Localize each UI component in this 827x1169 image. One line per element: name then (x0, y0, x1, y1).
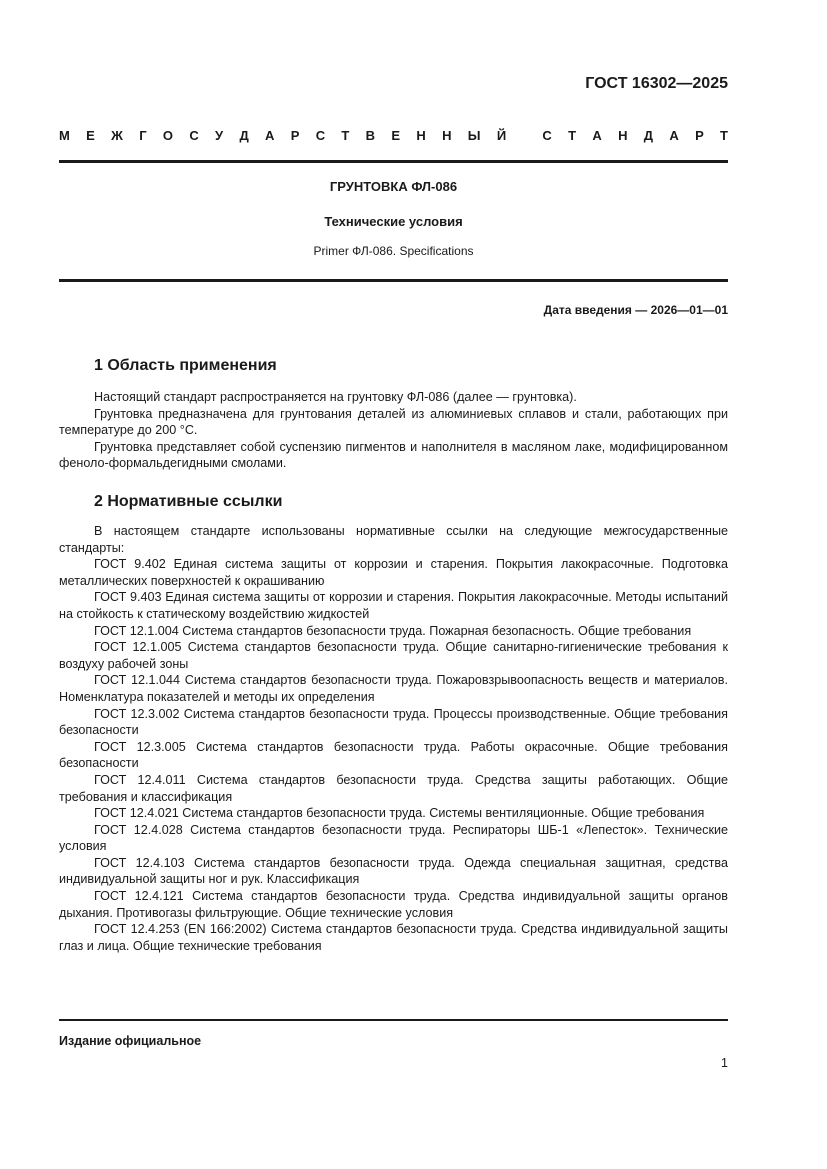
paragraph: В настоящем стандарте использованы нормативные ссылки на следующие межгосударственные стандарты: (59, 524, 728, 555)
document-english-title: Primer ФЛ-086. Specifications (313, 244, 474, 258)
reference-item: ГОСТ 12.1.005 Система стандартов безопасности труда. Общие санитарно-гигиенические требования к воздуху рабочей зоны (59, 640, 728, 671)
title-rule (59, 279, 728, 282)
section-2-heading: 2 Нормативные ссылки (94, 493, 283, 510)
kind-letter: Д (239, 128, 249, 143)
reference-item: ГОСТ 12.4.021 Система стандартов безопасности труда. Системы вентиляционные. Общие требования (94, 806, 705, 821)
kind-letter: Е (86, 128, 95, 143)
kind-letter: В (365, 128, 376, 143)
page-number: 1 (721, 1056, 728, 1070)
kind-letter: Н (416, 128, 426, 143)
letter-gap (522, 128, 526, 143)
reference-item: ГОСТ 12.4.121 Система стандартов безопасности труда. Средства индивидуальной защиты органов дыхания. Противогазы фильтрующие. Общие технические условия (59, 889, 728, 920)
reference-item: ГОСТ 12.1.004 Система стандартов безопасности труда. Пожарная безопасность. Общие требования (94, 623, 692, 638)
kind-letter: Н (442, 128, 452, 143)
kind-letter: Н (618, 128, 628, 143)
kind-letter: С (542, 128, 552, 143)
kind-letter: Д (643, 128, 654, 143)
kind-letter: Т (720, 128, 728, 143)
kind-letter: Г (139, 128, 147, 143)
document-number: ГОСТ 16302—2025 (585, 75, 728, 92)
reference-item: ГОСТ 12.3.002 Система стандартов безопасности труда. Процессы производственные. Общие требования безопасности (59, 706, 728, 738)
section-1-body (59, 389, 728, 472)
footer-rule (59, 1019, 728, 1021)
kind-letter: О (162, 128, 174, 143)
reference-item: ГОСТ 12.4.253 (EN 166:2002) Система стандартов безопасности труда. Средства индивидуальной защиты глаз и лица. Общие технические требования (59, 922, 728, 953)
kind-letter: М (59, 128, 70, 143)
kind-letter: Т (341, 128, 350, 143)
kind-letter: Т (568, 128, 577, 143)
reference-item: ГОСТ 9.402 Единая система защиты от коррозии и старения. Покрытия лакокрасочные. Подготовка металлических поверхностей к окрашиванию (59, 557, 728, 588)
kind-letter: Р (695, 128, 704, 143)
paragraph: Настоящий стандарт распространяется на грунтовку ФЛ-086 (далее — грунтовка). (94, 390, 577, 404)
document-subtitle: Технические условия (324, 214, 463, 229)
kind-letter: С (189, 128, 199, 143)
reference-item: ГОСТ 12.4.103 Система стандартов безопасности труда. Одежда специальная защитная, средства индивидуальной защиты ног и рук. Классификация (59, 855, 728, 887)
kind-letter: А (265, 128, 275, 143)
introduction-date: Дата введения — 2026—01—01 (543, 303, 728, 317)
header-rule (59, 160, 728, 163)
kind-letter: Й (496, 128, 507, 143)
standard-kind (59, 128, 728, 143)
kind-letter: Ы (467, 128, 481, 143)
kind-letter: У (215, 128, 224, 143)
section-2-body (59, 523, 728, 954)
reference-item: ГОСТ 12.3.005 Система стандартов безопасности труда. Работы окрасочные. Общие требования безопасности (59, 739, 728, 771)
kind-letter: Е (391, 128, 401, 143)
reference-item: ГОСТ 12.4.011 Система стандартов безопасности труда. Средства защиты работающих. Общие требования и классификация (59, 772, 728, 804)
kind-letter: А (669, 128, 679, 143)
kind-letter: Р (290, 128, 300, 143)
edition-label: Издание официальное (59, 1034, 202, 1048)
section-1-heading: 1 Область применения (94, 357, 277, 374)
reference-item: ГОСТ 12.1.044 Система стандартов безопасности труда. Пожаровзрывоопасность веществ и материалов. Номенклатура показателей и методы их определения (59, 673, 728, 704)
reference-item: ГОСТ 12.4.028 Система стандартов безопасности труда. Респираторы ШБ-1 «Лепесток». Технические условия (59, 822, 728, 854)
reference-item: ГОСТ 9.403 Единая система защиты от коррозии и старения. Покрытия лакокрасочные. Методы испытаний на стойкость к статическому воздействию жидкостей (59, 590, 728, 621)
document-title: ГРУНТОВКА ФЛ-086 (329, 179, 458, 194)
kind-letter: А (592, 128, 602, 143)
kind-letter: С (315, 128, 326, 143)
kind-letter: Ж (111, 128, 123, 143)
paragraph: Грунтовка представляет собой суспензию пигментов и наполнителя в масляном лаке, модифицированном феноло-формальдегидными смолами. (59, 439, 728, 471)
paragraph: Грунтовка предназначена для грунтования деталей из алюминиевых сплавов и стали, работающих при температуре до 200 °С. (59, 406, 728, 438)
